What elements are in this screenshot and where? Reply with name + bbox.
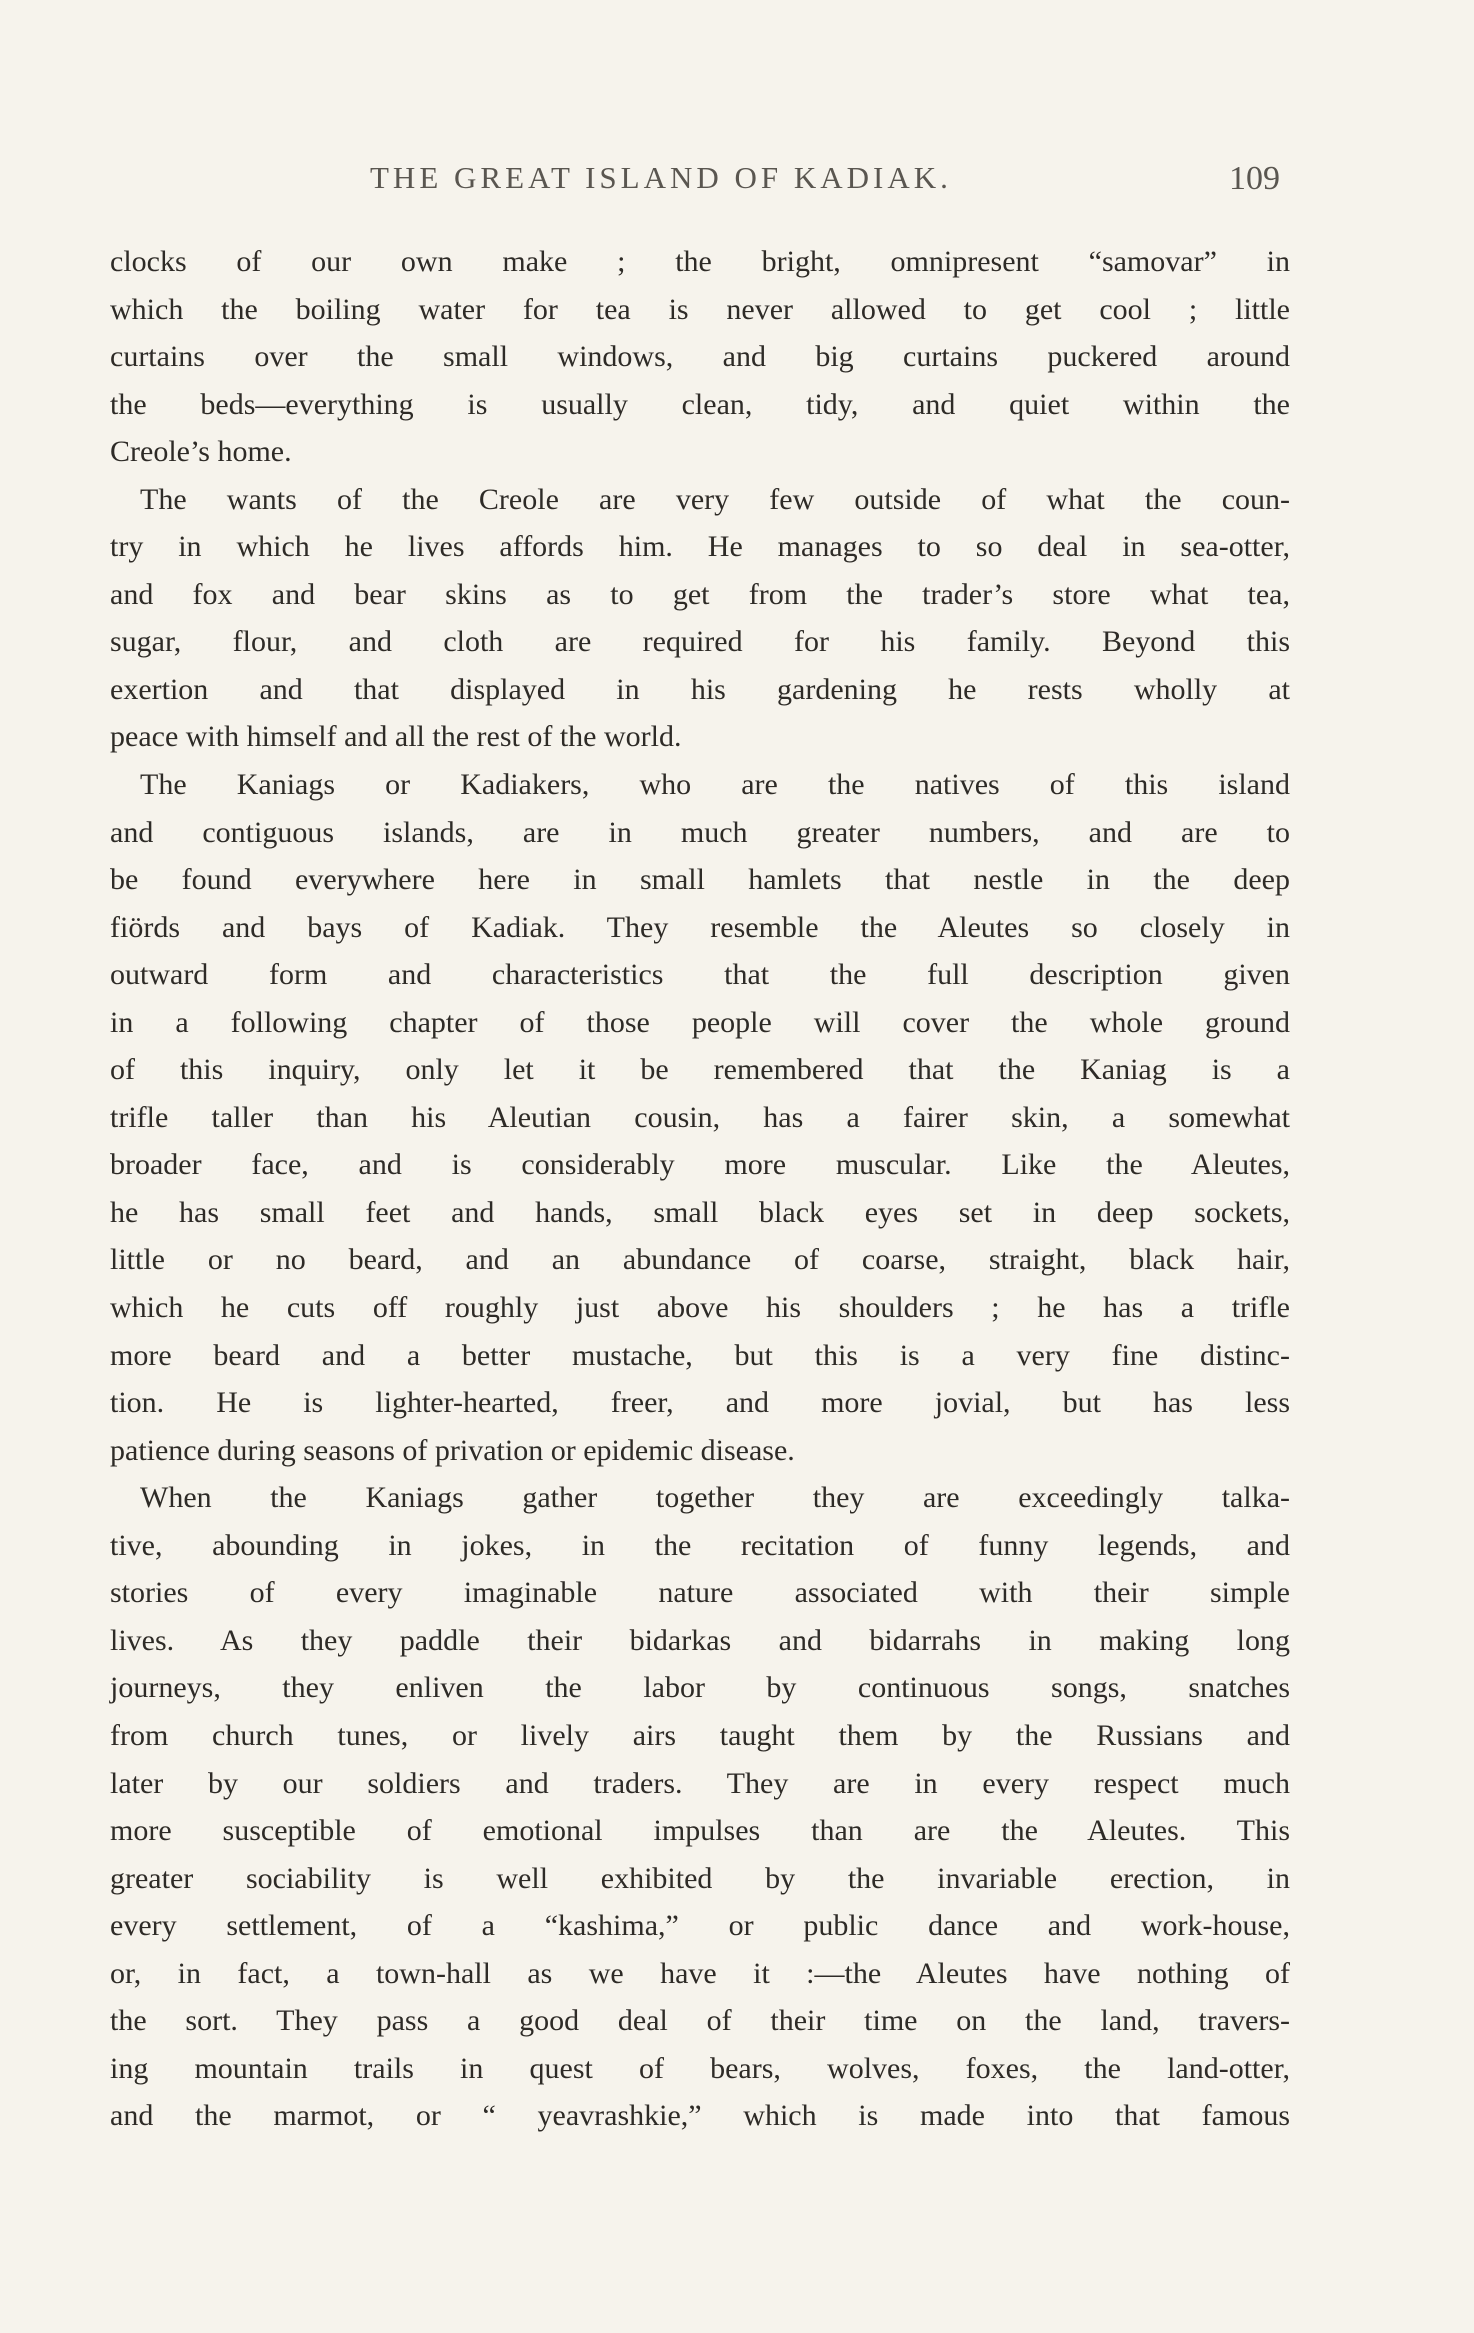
text-line: exertion and that displayed in his gardening he rests wholly at xyxy=(110,672,1290,706)
text-line: ing mountain trails in quest of bears, wolves, foxes, the land-otter, xyxy=(110,2051,1290,2085)
text-line: tive, abounding in jokes, in the recitation of funny legends, and xyxy=(110,1528,1290,1562)
text-line: and contiguous islands, are in much greater numbers, and are to xyxy=(110,815,1290,849)
text-line: sugar, flour, and cloth are required for his family. Beyond this xyxy=(110,625,1290,659)
text-line: When the Kaniags gather together they are exceedingly talka- xyxy=(110,1481,1290,1515)
text-line: he has small feet and hands, small black eyes set in deep sockets, xyxy=(110,1195,1290,1229)
running-head xyxy=(110,160,1300,210)
text-line: later by our soldiers and traders. They are in every respect much xyxy=(110,1766,1290,1800)
text-line: trifle taller than his Aleutian cousin, has a fairer skin, a somewhat xyxy=(110,1100,1290,1134)
text-line: broader face, and is considerably more muscular. Like the Aleutes, xyxy=(110,1148,1290,1182)
text-line: and fox and bear skins as to get from the trader’s store what tea, xyxy=(110,577,1290,611)
text-line: greater sociability is well exhibited by the invariable erection, in xyxy=(110,1861,1290,1895)
text-line: every settlement, of a “kashima,” or public dance and work-house, xyxy=(110,1909,1290,1943)
text-line: fiörds and bays of Kadiak. They resemble the Aleutes so closely in xyxy=(110,910,1290,944)
page-number: 109 xyxy=(1229,160,1280,197)
text-line: of this inquiry, only let it be remembered that the Kaniag is a xyxy=(110,1053,1290,1087)
text-line: more susceptible of emotional impulses than are the Aleutes. This xyxy=(110,1814,1290,1848)
text-line: the sort. They pass a good deal of their time on the land, travers- xyxy=(110,2004,1290,2038)
text-line: the beds—everything is usually clean, tidy, and quiet within the xyxy=(110,387,1290,421)
text-line: journeys, they enliven the labor by continuous songs, snatches xyxy=(110,1671,1290,1705)
text-line: tion. He is lighter-hearted, freer, and more jovial, but has less xyxy=(110,1386,1290,1420)
running-title: THE GREAT ISLAND OF KADIAK. xyxy=(370,160,952,195)
text-line: lives. As they paddle their bidarkas and bidarrahs in making long xyxy=(110,1623,1290,1657)
text-line: The wants of the Creole are very few outside of what the coun- xyxy=(110,482,1290,516)
text-line: Creole’s home. xyxy=(110,435,292,469)
text-line: stories of every imaginable nature associated with their simple xyxy=(110,1576,1290,1610)
text-line: curtains over the small windows, and big curtains puckered around xyxy=(110,340,1290,374)
text-line: and the marmot, or “ yeavrashkie,” which is made into that famous xyxy=(110,2099,1290,2133)
text-line: little or no beard, and an abundance of coarse, straight, black hair, xyxy=(110,1243,1290,1277)
text-line: outward form and characteristics that the full description given xyxy=(110,958,1290,992)
text-line: in a following chapter of those people will cover the whole ground xyxy=(110,1005,1290,1039)
text-line: be found everywhere here in small hamlets that nestle in the deep xyxy=(110,863,1290,897)
text-line: peace with himself and all the rest of the world. xyxy=(110,720,682,754)
body-text xyxy=(110,238,1290,2140)
text-line: try in which he lives affords him. He manages to so deal in sea-otter, xyxy=(110,530,1290,564)
text-line: which he cuts off roughly just above his shoulders ; he has a trifle xyxy=(110,1291,1290,1325)
text-line: The Kaniags or Kadiakers, who are the natives of this island xyxy=(110,768,1290,802)
text-line: patience during seasons of privation or epidemic disease. xyxy=(110,1433,795,1467)
text-line: clocks of our own make ; the bright, omnipresent “samovar” in xyxy=(110,245,1290,278)
text-line: more beard and a better mustache, but this is a very fine distinc- xyxy=(110,1338,1290,1372)
text-line: which the boiling water for tea is never allowed to get cool ; little xyxy=(110,292,1290,326)
text-line: or, in fact, a town-hall as we have it :—the Aleutes have nothing of xyxy=(110,1956,1290,1990)
text-line: from church tunes, or lively airs taught them by the Russians and xyxy=(110,1718,1290,1752)
